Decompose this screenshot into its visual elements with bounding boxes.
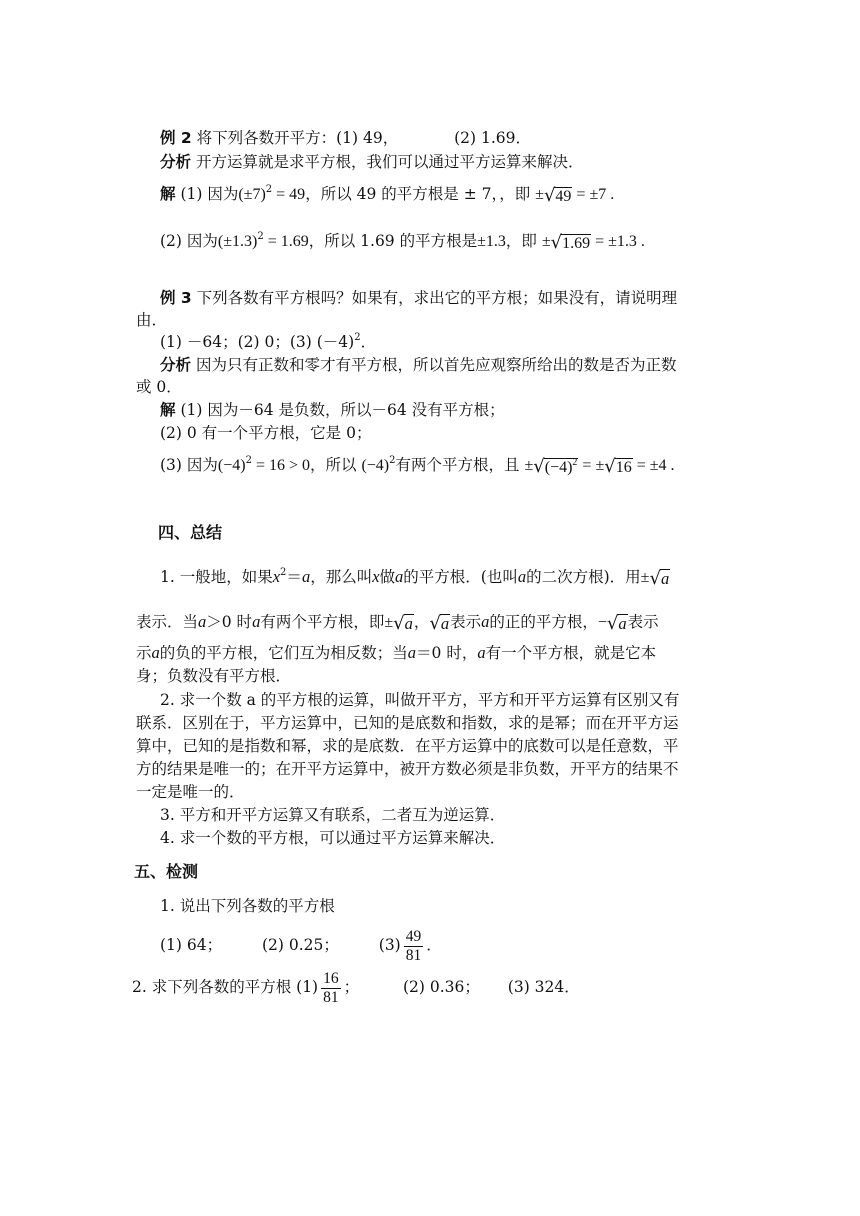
summary-p3: 3. 平方和开平方运算又有联系，二者互为逆运算． (160, 806, 506, 824)
summary-p2-line4: 方的结果是唯一的；在开平方运算中，被开方数必须是非负数，开平方的结果不 (136, 760, 679, 778)
example2-label: 例 2 (160, 129, 192, 147)
example2-solution-1: 解 (1) 因为$(\pm 7)^2 = 49$，所以 49 的平方根是 ± 7，，即 ±√49 = ±7 . (160, 184, 615, 206)
fraction-16-81: $\frac{16}{81}$ (323, 969, 339, 1006)
example3-analysis-cont: 或 0． (136, 378, 182, 396)
example3-items: (1) －64；(2) 0；(3) $(-4)^2$． (160, 332, 377, 351)
example3-analysis: 分析 因为只有正数和零才有平方根，所以首先应观察所给出的数是否为正数 (160, 356, 677, 374)
example3-solution-3: (3) 因为$(-4)^2 = 16 > 0$，所以 $(-4)^2$有两个平方根，且 $\pm√(-4)^2 = \pm√16 = \pm 4$ . (160, 455, 675, 477)
example3-label: 例 3 (160, 289, 192, 307)
test-q1-items: (1) 64； (2) 0.25； (3) $\frac{49}{81}$ ． (160, 927, 442, 964)
example2-question: 例 2 将下列各数开平方：(1) 49， (2) 1.69． (160, 129, 532, 147)
fraction-49-81: $\frac{49}{81}$ (405, 927, 422, 964)
example2-analysis: 分析 开方运算就是求平方根，我们可以通过平方运算来解决． (160, 153, 584, 171)
sqrt-neg4-squared: $√(-4)^2$ (533, 456, 578, 477)
example3-question: 例 3 下列各数有平方根吗？如果有，求出它的平方根；如果没有，请说明理 (160, 289, 678, 307)
sqrt-1.69: √1.69 (550, 232, 591, 253)
summary-p1-line4: 身；负数没有平方根． (136, 667, 292, 685)
sqrt-49: √49 (543, 185, 572, 206)
summary-p2-line2: 联系．区别在于，平方运算中，已知的是底数和指数，求的是幂；而在开平方运 (136, 714, 679, 732)
summary-p4: 4. 求一个数的平方根，可以通过平方运算来解决． (160, 829, 506, 847)
summary-p2-line1: 2. 求一个数 a 的平方根的运算，叫做开平方，平方和开平方运算有区别又有 (160, 691, 680, 709)
section5-heading: 五、检测 (134, 862, 199, 881)
example3-question-cont: 由． (136, 311, 168, 329)
example2-solution-2: (2) 因为$(\pm 1.3)^2 = 1.69$，所以 1.69 的平方根是±1.3，即 ±√1.69 = ±1.3 . (160, 231, 645, 253)
test-q1: 1. 说出下列各数的平方根 (160, 897, 335, 915)
test-q2: 2. 求下列各数的平方根 (1) $\frac{16}{81}$ ； (2) 0.36； (3) 324． (132, 969, 580, 1006)
example3-solution-2: (2) 0 有一个平方根，它是 0； (160, 424, 372, 442)
section4-heading: 四、总结 (158, 523, 223, 542)
summary-p2-line3: 算中，已知的是指数和幂，求的是底数．在平方运算中的底数可以是任意数，平 (136, 737, 679, 755)
example3-solution-1: 解 (1) 因为－64 是负数，所以－64 没有平方根； (160, 401, 505, 419)
summary-p1-line3: 示a的负的平方根，它们互为相反数；当a＝0 时，a有一个平方根，就是它本 (136, 643, 657, 662)
summary-p1-line1: 1. 一般地，如果$x^2=a$，那么叫x做a的平方根．(也叫a的二次方根)．用±√a (160, 567, 670, 589)
summary-p2-line5: 一定是唯一的． (136, 783, 245, 801)
sqrt-a: √a (649, 568, 670, 589)
summary-p1-line2: 表示．当a＞0 时a有两个平方根，即±√a，√a表示a的正的平方根，−√a表示 (136, 612, 659, 634)
sqrt-16: √16 (604, 456, 632, 477)
